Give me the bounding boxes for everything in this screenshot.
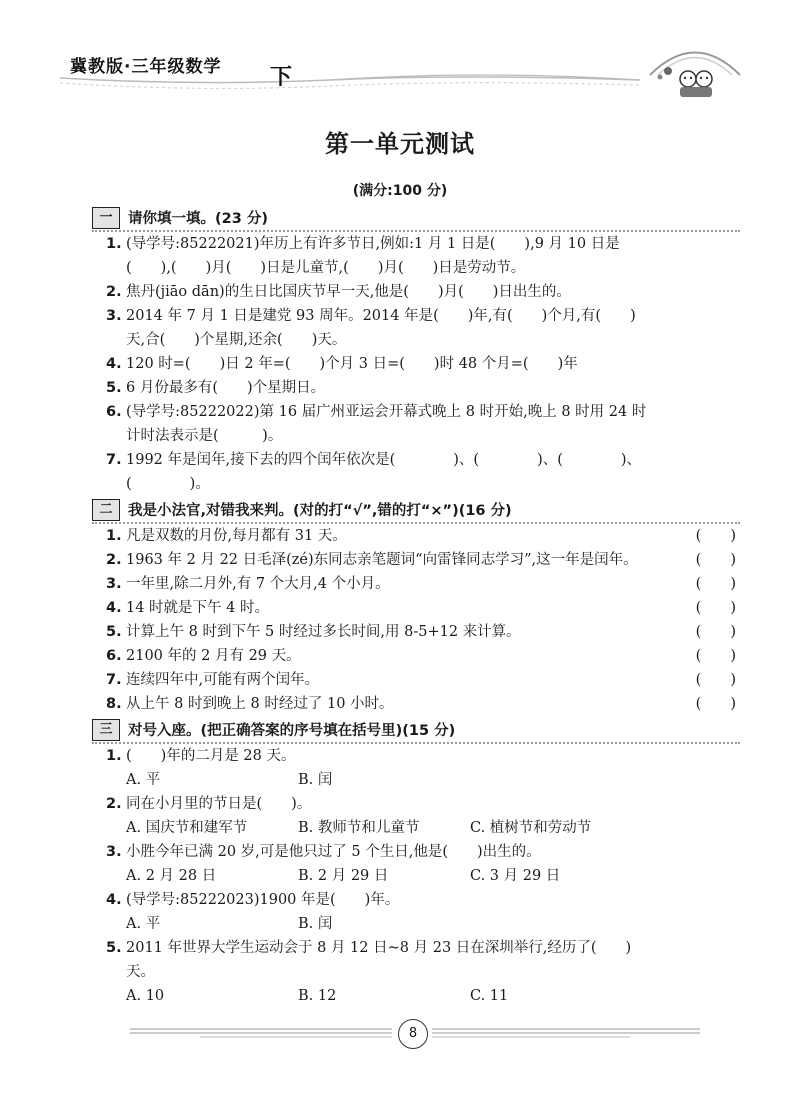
choice-option: B. 闰 [298, 916, 333, 932]
question-text: 2011 年世界大学生运动会于 8 月 12 日~8 月 23 日在深圳举行,经历了( ) [126, 940, 632, 956]
cartoon-kids-logo-icon [640, 35, 750, 105]
question-item [92, 352, 740, 376]
question-text: 1963 年 2 月 22 日毛泽(zé)东同志亲笔题词“向雷锋同志学习”,这一年是闰年。 [126, 552, 638, 568]
question-text: 焦丹(jiāo dān)的生日比国庆节早一天,他是( )月( )日出生的。 [126, 284, 571, 300]
question-text: 凡是双数的月份,每月都有 31 天。 [126, 528, 347, 544]
choice-option: A. 平 [126, 772, 161, 788]
book-brand: 冀教版·三年级数学 [70, 57, 222, 77]
question-number: 3. [106, 308, 122, 324]
question-number: 4. [106, 356, 122, 372]
choice-option: C. 植树节和劳动节 [470, 820, 592, 836]
page-title: 第一单元测试 [325, 130, 475, 158]
answer-parentheses: ( ) [695, 648, 736, 664]
question-number: 5. [106, 940, 122, 956]
question-number: 6. [106, 404, 122, 420]
answer-parentheses: ( ) [695, 552, 736, 568]
choice-option: C. 11 [470, 988, 509, 1004]
choice-options [92, 864, 740, 888]
section-number: 二 [92, 499, 120, 521]
question-number: 1. [106, 236, 122, 252]
choice-options [92, 816, 740, 840]
section-number: 三 [92, 719, 120, 741]
question-number: 3. [106, 576, 122, 592]
question-number: 8. [106, 696, 122, 712]
book-volume: 下 [270, 65, 293, 90]
question-number: 5. [106, 380, 122, 396]
judgment-item [92, 692, 740, 716]
question-item [92, 376, 740, 400]
choice-option: A. 平 [126, 916, 161, 932]
section-title: 请你填一填。(23 分) [128, 211, 268, 227]
question-text: ( )。 [126, 476, 210, 492]
question-number: 1. [106, 528, 122, 544]
choice-option: A. 10 [126, 988, 165, 1004]
choice-options [92, 768, 740, 792]
section-number: 一 [92, 207, 120, 229]
question-number: 1. [106, 748, 122, 764]
question-number: 2. [106, 796, 122, 812]
conversion-blank: 48 个月=( )年 [458, 356, 578, 372]
choice-question [92, 888, 740, 912]
question-number: 6. [106, 648, 122, 664]
question-text: 一年里,除二月外,有 7 个大月,4 个小月。 [126, 576, 390, 592]
choice-option: B. 教师节和儿童节 [298, 820, 420, 836]
answer-parentheses: ( ) [695, 576, 736, 592]
question-number: 4. [106, 892, 122, 908]
test-content [92, 204, 740, 1008]
conversion-blank: 3 日=( )时 [358, 356, 455, 372]
section-3-header [92, 717, 740, 744]
choice-question [92, 792, 740, 816]
question-number: 3. [106, 844, 122, 860]
choice-options [92, 912, 740, 936]
answer-parentheses: ( ) [695, 600, 736, 616]
question-number: 2. [106, 552, 122, 568]
judgment-item [92, 644, 740, 668]
question-text: 同在小月里的节日是( )。 [126, 796, 312, 812]
conversion-blank: 120 时=( )日 [126, 356, 240, 372]
question-text: 6 月份最多有( )个星期日。 [126, 380, 326, 396]
question-number: 2. [106, 284, 122, 300]
section-title: 对号入座。(把正确答案的序号填在括号里)(15 分) [128, 723, 456, 739]
answer-parentheses: ( ) [695, 672, 736, 688]
question-item [92, 448, 740, 496]
question-text: 1992 年是闰年,接下去的四个闰年依次是( )、( )、( )、 [126, 452, 642, 468]
question-text: (导学号:85222022)第 16 届广州亚运会开幕式晚上 8 时开始,晚上 8 时用 24 时 [126, 404, 647, 420]
choice-option: A. 2 月 28 日 [126, 868, 217, 884]
choice-option: A. 国庆节和建军节 [126, 820, 248, 836]
question-number: 4. [106, 600, 122, 616]
choice-option: B. 闰 [298, 772, 333, 788]
question-text: 计算上午 8 时到下午 5 时经过多长时间,用 8-5+12 来计算。 [126, 624, 521, 640]
question-text: 2014 年 7 月 1 日是建党 93 周年。2014 年是( )年,有( )个月,有( ) [126, 308, 636, 324]
choice-option: B. 12 [298, 988, 337, 1004]
question-number: 7. [106, 672, 122, 688]
page-number: 8 [398, 1019, 428, 1049]
choice-option: B. 2 月 29 日 [298, 868, 389, 884]
question-text: 计时法表示是( )。 [126, 428, 283, 444]
question-item [92, 280, 740, 304]
judgment-item [92, 620, 740, 644]
question-text: ( ),( )月( )日是儿童节,( )月( )日是劳动节。 [126, 260, 526, 276]
page-header [0, 0, 800, 115]
question-text: 连续四年中,可能有两个闰年。 [126, 672, 320, 688]
choice-question [92, 840, 740, 864]
choice-options [92, 984, 740, 1008]
choice-option: C. 3 月 29 日 [470, 868, 561, 884]
judgment-item [92, 572, 740, 596]
question-text: ( )年的二月是 28 天。 [126, 748, 296, 764]
section-1-header [92, 205, 740, 232]
judgment-item [92, 524, 740, 548]
question-text: (导学号:85222021)年历上有许多节日,例如:1 月 1 日是( ),9 月 10 日是 [126, 236, 620, 252]
question-text: 小胜今年已满 20 岁,可是他只过了 5 个生日,他是( )出生的。 [126, 844, 541, 860]
question-number: 5. [106, 624, 122, 640]
judgment-item [92, 548, 740, 572]
question-text: 从上午 8 时到晚上 8 时经过了 10 小时。 [126, 696, 394, 712]
conversion-blank: 2 年=( )个月 [244, 356, 355, 372]
judgment-item [92, 668, 740, 692]
question-text: 天,合( )个星期,还余( )天。 [126, 332, 347, 348]
question-item [92, 304, 740, 352]
choice-question [92, 744, 740, 768]
question-text: (导学号:85222023)1900 年是( )年。 [126, 892, 400, 908]
answer-parentheses: ( ) [695, 696, 736, 712]
full-score-note: (满分:100 分) [352, 183, 448, 199]
question-number: 7. [106, 452, 122, 468]
section-2-header [92, 497, 740, 524]
answer-parentheses: ( ) [695, 624, 736, 640]
judgment-item [92, 596, 740, 620]
question-text: 2100 年的 2 月有 29 天。 [126, 648, 301, 664]
question-item [92, 400, 740, 448]
question-text: 天。 [126, 964, 155, 980]
choice-question [92, 936, 740, 984]
question-text: 14 时就是下午 4 时。 [126, 600, 270, 616]
answer-parentheses: ( ) [695, 528, 736, 544]
section-title: 我是小法官,对错我来判。(对的打“√”,错的打“×”)(16 分) [128, 503, 512, 519]
question-item [92, 232, 740, 280]
